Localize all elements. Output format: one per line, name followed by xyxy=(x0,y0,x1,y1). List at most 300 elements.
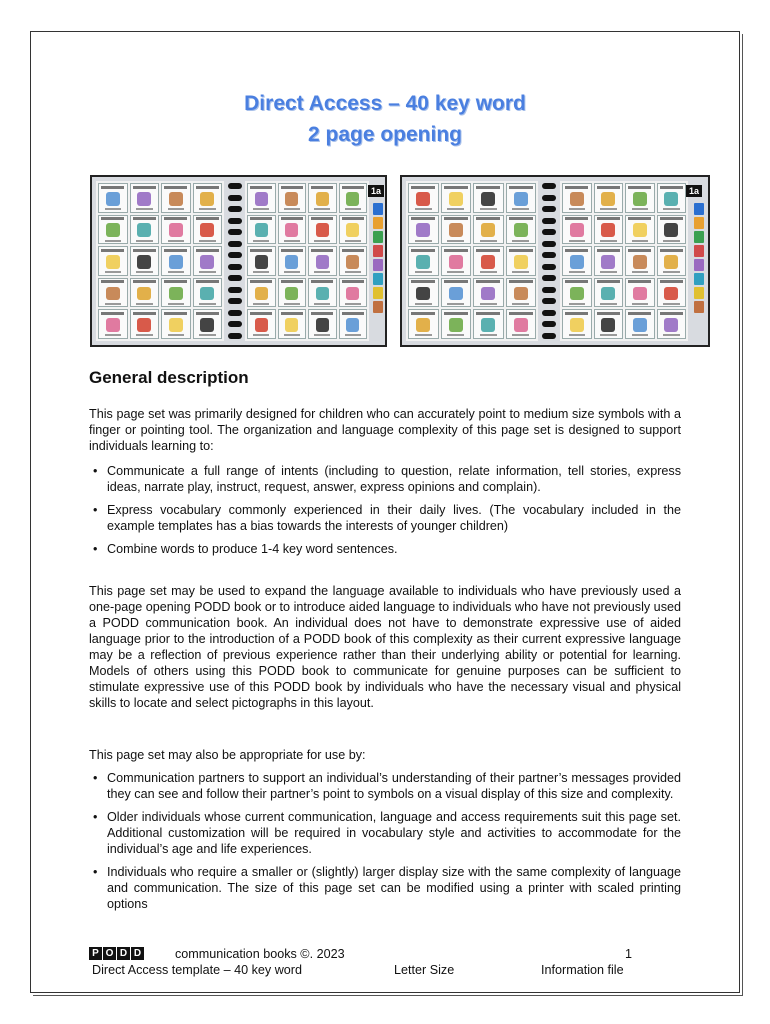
symbol-cell xyxy=(339,278,368,308)
symbol-label xyxy=(565,186,588,189)
symbol-cell xyxy=(247,278,276,308)
symbol-icon xyxy=(137,318,151,332)
symbol-label xyxy=(660,217,683,220)
symbol-icon xyxy=(106,318,120,332)
symbol-icon xyxy=(481,287,495,301)
symbol-icon xyxy=(481,223,495,237)
symbol-label xyxy=(281,186,303,189)
symbol-nav xyxy=(632,334,649,336)
symbol-cell xyxy=(594,246,624,276)
symbol-nav xyxy=(415,334,432,336)
symbol-nav xyxy=(199,303,216,305)
symbol-icon xyxy=(570,287,584,301)
symbol-label xyxy=(281,312,303,315)
symbol-cell xyxy=(562,309,592,339)
binder-ring xyxy=(542,206,556,212)
symbol-cell xyxy=(193,246,223,276)
page-tab xyxy=(373,273,383,285)
book-left-page xyxy=(96,181,224,341)
symbol-cell xyxy=(130,309,160,339)
symbol-label xyxy=(509,186,533,189)
symbol-label xyxy=(411,280,435,283)
symbol-cell xyxy=(308,215,337,245)
book-cover xyxy=(400,175,710,347)
symbol-cell xyxy=(506,183,537,213)
symbol-icon xyxy=(137,287,151,301)
symbol-cell xyxy=(473,215,504,245)
list-item: • Combine words to produce 1-4 key word sentences. xyxy=(89,541,681,557)
symbol-icon xyxy=(255,318,268,332)
symbol-label xyxy=(196,249,219,252)
symbol-nav xyxy=(447,240,464,242)
symbol-label xyxy=(444,280,468,283)
symbol-label xyxy=(565,249,588,252)
document-title: Direct Access – 40 key word xyxy=(244,92,526,115)
symbol-icon xyxy=(449,192,463,206)
symbol-cell xyxy=(247,183,276,213)
symbol-cell xyxy=(278,309,307,339)
symbol-label xyxy=(196,217,219,220)
symbol-cell xyxy=(130,246,160,276)
symbol-label xyxy=(101,186,124,189)
symbol-cell xyxy=(193,215,223,245)
symbol-cell xyxy=(506,246,537,276)
symbol-cell xyxy=(339,215,368,245)
list-item: • Older individuals whose current communication, language and access requirements suit this page set. Additional customization will be required in vocabulary style and activities to accommodate for the individual’s age and life experiences. xyxy=(89,809,681,857)
symbol-nav xyxy=(632,303,649,305)
symbol-label xyxy=(101,249,124,252)
symbol-label xyxy=(660,280,683,283)
symbol-icon xyxy=(416,192,430,206)
symbol-icon xyxy=(316,223,329,237)
symbol-label xyxy=(444,186,468,189)
book-tabs xyxy=(694,203,704,313)
symbol-cell xyxy=(161,183,191,213)
symbol-nav xyxy=(663,303,680,305)
symbol-label xyxy=(509,217,533,220)
symbol-nav xyxy=(512,208,529,210)
symbol-nav xyxy=(136,240,153,242)
symbol-icon xyxy=(601,255,615,269)
symbol-cell xyxy=(247,246,276,276)
symbol-icon xyxy=(316,255,329,269)
page-tab xyxy=(373,287,383,299)
symbol-label xyxy=(597,312,620,315)
symbol-label xyxy=(196,186,219,189)
page-tab xyxy=(373,301,383,313)
symbol-cell xyxy=(473,309,504,339)
symbol-cell xyxy=(562,246,592,276)
symbol-nav xyxy=(199,334,216,336)
symbol-icon xyxy=(106,223,120,237)
symbol-icon xyxy=(514,192,528,206)
symbol-label xyxy=(164,186,187,189)
page-tab xyxy=(373,217,383,229)
symbol-nav xyxy=(447,271,464,273)
binder-ring xyxy=(228,333,242,339)
symbol-label xyxy=(250,249,272,252)
symbol-nav xyxy=(105,271,122,273)
logo-letter: O xyxy=(103,947,116,960)
book-photo-left xyxy=(90,175,387,347)
paragraph-usage: This page set may be used to expand the language available to individuals who have previously used a one-page opening PODD book or to introduce aided language to individuals who have not previously used a PODD communication book. An individual does not have to demonstrate expressive use of aided language prior to the introduction of a PODD book of this complexity as their current expressive language may be a reflection of previous experience rather than their underlying ability or potential for learning. Models of others using this PODD book to communicate for genuine purposes can be sufficient to stimulate expressive use of this PODD book by individuals who have the necessary visual and physical skills to locate and select pictographs in this layout. xyxy=(89,584,681,710)
symbol-label xyxy=(628,217,651,220)
symbol-label xyxy=(509,249,533,252)
symbol-nav xyxy=(253,271,269,273)
binder-ring xyxy=(542,333,556,339)
symbol-icon xyxy=(664,192,678,206)
binder-ring xyxy=(228,298,242,304)
binder-ring xyxy=(228,287,242,293)
symbol-nav xyxy=(314,271,330,273)
symbol-nav xyxy=(569,240,586,242)
symbol-label xyxy=(444,249,468,252)
symbol-cell xyxy=(193,278,223,308)
symbol-icon xyxy=(137,255,151,269)
symbol-label xyxy=(660,249,683,252)
symbol-nav xyxy=(284,240,300,242)
symbol-icon xyxy=(169,255,183,269)
symbol-cell xyxy=(161,309,191,339)
symbol-label xyxy=(509,280,533,283)
symbol-label xyxy=(196,312,219,315)
symbol-icon xyxy=(570,255,584,269)
symbol-label xyxy=(597,249,620,252)
symbol-nav xyxy=(415,240,432,242)
symbol-nav xyxy=(512,334,529,336)
list-item: • Communicate a full range of intents (including to question, relate information, tell stories, express ideas, narrate play, instruct, request, answer, express opinions and complain). xyxy=(89,463,681,495)
symbol-label xyxy=(281,280,303,283)
symbol-label xyxy=(281,249,303,252)
symbol-nav xyxy=(314,208,330,210)
symbol-icon xyxy=(346,255,359,269)
symbol-cell xyxy=(473,183,504,213)
symbol-label xyxy=(311,186,333,189)
symbol-nav xyxy=(105,303,122,305)
symbol-icon xyxy=(346,318,359,332)
symbol-icon xyxy=(570,223,584,237)
logo-letter: D xyxy=(117,947,130,960)
symbol-cell xyxy=(625,246,655,276)
symbol-nav xyxy=(600,271,617,273)
bullet-list-users xyxy=(89,770,681,919)
symbol-nav xyxy=(663,240,680,242)
symbol-cell xyxy=(308,278,337,308)
symbol-cell xyxy=(193,183,223,213)
symbol-cell xyxy=(408,309,439,339)
book-right-page xyxy=(560,181,688,341)
symbol-cell xyxy=(562,215,592,245)
symbol-nav xyxy=(415,303,432,305)
symbol-cell xyxy=(278,183,307,213)
symbol-label xyxy=(250,217,272,220)
symbol-nav xyxy=(136,271,153,273)
symbol-cell xyxy=(408,278,439,308)
symbol-label xyxy=(164,280,187,283)
symbol-icon xyxy=(416,255,430,269)
binder-ring xyxy=(228,206,242,212)
book-right-page xyxy=(245,181,369,341)
symbol-nav xyxy=(600,334,617,336)
symbol-cell xyxy=(657,215,687,245)
book-left-page xyxy=(406,181,538,341)
symbol-label xyxy=(164,249,187,252)
symbol-label xyxy=(311,280,333,283)
symbol-label xyxy=(101,312,124,315)
symbol-icon xyxy=(255,287,268,301)
symbol-cell xyxy=(247,215,276,245)
symbol-label xyxy=(133,249,156,252)
symbol-icon xyxy=(285,223,298,237)
symbol-nav xyxy=(480,303,497,305)
book-photo-right xyxy=(400,175,710,347)
binder-ring xyxy=(228,229,242,235)
symbol-label xyxy=(250,280,272,283)
symbol-cell xyxy=(308,183,337,213)
symbol-icon xyxy=(200,287,214,301)
binder-ring xyxy=(542,229,556,235)
binder-ring xyxy=(228,275,242,281)
symbol-cell xyxy=(247,309,276,339)
symbol-icon xyxy=(285,255,298,269)
symbol-icon xyxy=(200,255,214,269)
symbol-label xyxy=(476,280,500,283)
symbol-label xyxy=(597,280,620,283)
page-tab xyxy=(373,245,383,257)
symbol-cell xyxy=(339,309,368,339)
symbol-nav xyxy=(480,334,497,336)
symbol-nav xyxy=(199,271,216,273)
symbol-label xyxy=(133,186,156,189)
symbol-icon xyxy=(633,318,647,332)
symbol-icon xyxy=(514,318,528,332)
binder-ring xyxy=(542,287,556,293)
symbol-nav xyxy=(480,208,497,210)
symbol-icon xyxy=(664,287,678,301)
page-tab xyxy=(373,203,383,215)
symbol-icon xyxy=(601,223,615,237)
book-rings xyxy=(228,183,242,339)
page-tab xyxy=(694,231,704,243)
logo-letter: P xyxy=(89,947,102,960)
symbol-label xyxy=(411,249,435,252)
symbol-nav xyxy=(345,240,361,242)
symbol-cell xyxy=(130,278,160,308)
binder-ring xyxy=(228,310,242,316)
symbol-cell xyxy=(308,246,337,276)
symbol-nav xyxy=(284,271,300,273)
binder-ring xyxy=(228,241,242,247)
copyright-text: communication books ©. 2023 xyxy=(175,947,345,961)
symbol-nav xyxy=(168,303,185,305)
symbol-nav xyxy=(663,334,680,336)
symbol-cell xyxy=(594,183,624,213)
symbol-label xyxy=(565,280,588,283)
symbol-icon xyxy=(514,255,528,269)
symbol-icon xyxy=(169,318,183,332)
symbol-icon xyxy=(449,318,463,332)
symbol-cell xyxy=(130,215,160,245)
symbol-label xyxy=(342,186,364,189)
binder-ring xyxy=(228,252,242,258)
symbol-icon xyxy=(601,287,615,301)
symbol-label xyxy=(250,312,272,315)
symbol-cell xyxy=(657,246,687,276)
symbol-label xyxy=(342,280,364,283)
symbol-nav xyxy=(569,271,586,273)
symbol-nav xyxy=(199,240,216,242)
symbol-nav xyxy=(314,334,330,336)
symbol-icon xyxy=(346,192,359,206)
book-tabs xyxy=(373,203,383,313)
symbol-cell xyxy=(278,246,307,276)
symbol-icon xyxy=(633,192,647,206)
symbol-icon xyxy=(633,287,647,301)
symbol-nav xyxy=(632,240,649,242)
symbol-cell xyxy=(98,246,128,276)
symbol-icon xyxy=(255,223,268,237)
symbol-nav xyxy=(253,334,269,336)
symbol-icon xyxy=(481,192,495,206)
binder-ring xyxy=(542,195,556,201)
symbol-icon xyxy=(285,192,298,206)
symbol-cell xyxy=(473,246,504,276)
page-tab xyxy=(694,301,704,313)
paragraph-intro: This page set was primarily designed for children who can accurately point to medium size symbols with a finger or pointing tool. The organization and language complexity of this page set is designed to support individuals learning to: xyxy=(89,407,681,453)
symbol-label xyxy=(444,312,468,315)
symbol-cell xyxy=(408,215,439,245)
symbol-label xyxy=(133,217,156,220)
symbol-label xyxy=(565,217,588,220)
symbol-cell xyxy=(625,309,655,339)
symbol-cell xyxy=(562,183,592,213)
symbol-nav xyxy=(168,271,185,273)
symbol-label xyxy=(411,312,435,315)
symbol-cell xyxy=(193,309,223,339)
symbol-nav xyxy=(136,208,153,210)
symbol-icon xyxy=(601,192,615,206)
page-tab xyxy=(694,203,704,215)
symbol-label xyxy=(164,217,187,220)
symbol-label xyxy=(628,312,651,315)
symbol-icon xyxy=(449,223,463,237)
symbol-nav xyxy=(136,334,153,336)
symbol-nav xyxy=(253,303,269,305)
symbol-cell xyxy=(441,309,472,339)
symbol-label xyxy=(101,217,124,220)
list-item: • Express vocabulary commonly experienced in their daily lives. (The vocabulary included in the example templates has a bias towards the interests of younger children) xyxy=(89,502,681,534)
symbol-nav xyxy=(345,334,361,336)
symbol-icon xyxy=(664,223,678,237)
symbol-icon xyxy=(169,192,183,206)
symbol-cell xyxy=(657,278,687,308)
symbol-label xyxy=(411,186,435,189)
symbol-icon xyxy=(514,223,528,237)
symbol-icon xyxy=(633,223,647,237)
symbol-label xyxy=(311,249,333,252)
symbol-icon xyxy=(416,223,430,237)
binder-ring xyxy=(542,252,556,258)
binder-ring xyxy=(228,218,242,224)
symbol-cell xyxy=(278,215,307,245)
symbol-icon xyxy=(633,255,647,269)
binder-ring xyxy=(542,298,556,304)
symbol-nav xyxy=(284,303,300,305)
symbol-label xyxy=(476,249,500,252)
symbol-nav xyxy=(632,208,649,210)
symbol-nav xyxy=(168,334,185,336)
symbol-icon xyxy=(106,287,120,301)
page-tab xyxy=(694,217,704,229)
page-tab xyxy=(694,245,704,257)
symbol-cell xyxy=(161,215,191,245)
symbol-nav xyxy=(253,240,269,242)
page-tab xyxy=(694,259,704,271)
symbol-icon xyxy=(169,287,183,301)
symbol-nav xyxy=(600,208,617,210)
symbol-cell xyxy=(473,278,504,308)
bullet-list-purposes xyxy=(89,463,681,564)
template-name: Direct Access template – 40 key word xyxy=(92,963,302,977)
symbol-icon xyxy=(416,287,430,301)
symbol-nav xyxy=(284,208,300,210)
symbol-cell xyxy=(98,215,128,245)
symbol-label xyxy=(342,249,364,252)
symbol-icon xyxy=(664,318,678,332)
symbol-icon xyxy=(255,192,268,206)
symbol-icon xyxy=(514,287,528,301)
symbol-nav xyxy=(345,271,361,273)
symbol-nav xyxy=(345,208,361,210)
symbol-label xyxy=(597,217,620,220)
symbol-nav xyxy=(569,334,586,336)
symbol-icon xyxy=(449,255,463,269)
symbol-icon xyxy=(416,318,430,332)
symbol-label xyxy=(509,312,533,315)
symbol-label xyxy=(476,312,500,315)
symbol-cell xyxy=(562,278,592,308)
symbol-label xyxy=(565,312,588,315)
symbol-label xyxy=(660,312,683,315)
symbol-icon xyxy=(316,287,329,301)
symbol-nav xyxy=(663,271,680,273)
symbol-label xyxy=(164,312,187,315)
binder-ring xyxy=(228,195,242,201)
symbol-icon xyxy=(570,192,584,206)
symbol-label xyxy=(411,217,435,220)
symbol-cell xyxy=(657,309,687,339)
section-heading: General description xyxy=(89,368,249,387)
symbol-nav xyxy=(569,303,586,305)
symbol-cell xyxy=(408,183,439,213)
symbol-nav xyxy=(345,303,361,305)
symbol-cell xyxy=(130,183,160,213)
symbol-nav xyxy=(663,208,680,210)
symbol-icon xyxy=(316,192,329,206)
symbol-label xyxy=(250,186,272,189)
binder-ring xyxy=(228,183,242,189)
list-item: • Individuals who require a smaller or (slightly) larger display size with the same complexity of language and communication. The size of this page set can be modified using a printer with scaled printing options xyxy=(89,864,681,912)
page-tab xyxy=(373,231,383,243)
symbol-cell xyxy=(98,309,128,339)
page-tab xyxy=(373,259,383,271)
symbol-nav xyxy=(253,208,269,210)
symbol-cell xyxy=(657,183,687,213)
symbol-nav xyxy=(284,334,300,336)
binder-ring xyxy=(542,275,556,281)
paper-size: Letter Size xyxy=(394,963,455,977)
symbol-label xyxy=(133,312,156,315)
